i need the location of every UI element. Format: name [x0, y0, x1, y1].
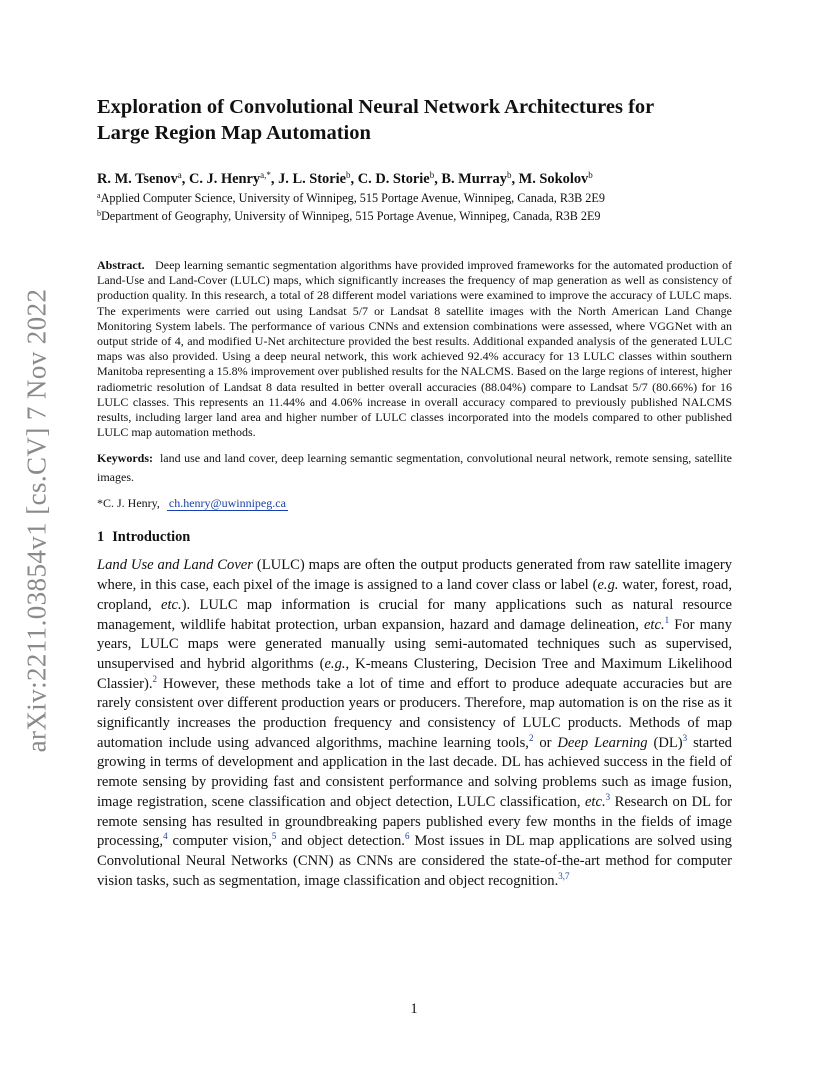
intro-text: (LULC) maps are often the output products generated from raw satellite imagery where, in this case, each pixel of the image is assigned to a land cover class or label (	[97, 557, 732, 594]
paper-page	[97, 94, 732, 891]
citation-link[interactable]: 3,7	[558, 870, 570, 881]
abstract-text: Deep learning semantic segmentation algorithms have provided improved frameworks for the automated production of Land-Use and Land-Cover (LULC) maps, which significantly increases the frequency of map generation as well as consistency of production quality. In this research, a total of 28 different model variations were examined to improve the accuracy of LULC maps. The experiments were carried out using Landsat 5/7 or Landsat 8 satellite images with the North American Land Change Monitoring System labels. The performance of various CNNs and extension combinations were assessed, where VGGNet with an output stride of 4, and modified U-Net architecture provided the best results. Additional expanded analysis of the generated LULC maps was also provided. Using a deep neural network, this work achieved 92.4% accuracy for 13 LULC classes within southern Manitoba representing a 15.8% improvement over published results for the NALCMS. Based on the large regions of interest, higher radiometric resolution of Landsat 8 data resulted in better overall accuracies (88.04%) compare to Landsat 5/7 (80.66%) for 16 LULC classes. This represents an 11.44% and 4.06% increase in overall accuracy compared to previously published NALCMS results, including larger land area and higher number of LULC classes incorporated into the models compared to other published LULC map automation methods.	[97, 258, 733, 440]
intro-text: Research on DL for remote sensing has resulted in groundbreaking papers published every few months in the fields of image processing,	[97, 793, 732, 850]
intro-emphasis: Land Use and Land Cover	[97, 557, 253, 574]
author: M. Sokolov	[518, 171, 589, 187]
author-sup: a	[177, 170, 182, 180]
affiliation-sup: a	[97, 191, 101, 200]
author-sup: a,*	[260, 170, 271, 180]
affiliation-b	[97, 206, 732, 224]
keywords-text: land use and land cover, deep learning semantic segmentation, convolutional neural network, remote sensing, satellite images.	[97, 451, 733, 485]
author-sep: ,	[511, 171, 519, 187]
keywords-label: Keywords:	[97, 451, 153, 466]
arxiv-sidebar	[20, 290, 54, 750]
intro-emphasis: e.g.	[597, 577, 619, 594]
intro-emphasis: e.g.	[324, 655, 346, 672]
author: C. J. Henry	[188, 171, 261, 187]
citation-link[interactable]: 2	[152, 673, 158, 684]
email-link[interactable]: ch.henry@uwinnipeg.ca	[168, 496, 286, 511]
author-sup: b	[588, 170, 593, 180]
section-title: Introduction	[112, 529, 191, 546]
intro-text: water, forest, road, cropland,	[97, 577, 733, 613]
affiliation-a	[97, 188, 732, 206]
affiliation-sup: b	[97, 209, 101, 218]
section-number: 1	[97, 529, 105, 546]
author-sup: b	[429, 170, 435, 180]
introduction-paragraph	[97, 556, 732, 891]
intro-emphasis: Deep Learning	[557, 734, 648, 751]
citation-link[interactable]: 3	[682, 732, 688, 743]
intro-text: However, these methods take a lot of time and effort to produce adequate accuracies but are rarely consistent over different production years or producers. Therefore, map automation is on the rise as it significantly increases the production frequency and consistency of LULC products. Methods of map automation include using advanced algorithms, machine learning tools,	[97, 675, 732, 751]
section-heading	[97, 529, 732, 546]
author-sep: ,	[181, 171, 189, 187]
page-number: 1	[410, 1001, 418, 1017]
intro-text: ). LULC map information is crucial for many applications such as natural resource management, wildlife habitat protection, urban expansion, hazard and damage delineation,	[97, 596, 733, 633]
affiliation-text: Applied Computer Science, University of Winnipeg, 515 Portage Avenue, Winnipeg, Canada, R3B 2E9	[100, 191, 605, 205]
corresponding-label: *C. J. Henry,	[97, 496, 160, 511]
intro-emphasis: etc.	[643, 616, 665, 633]
intro-text: Most issues in DL map applications are solved using Convolutional Neural Networks (CNN) as CNNs are considered the state-of-the-art method for computer vision tasks, such as segmentation, image classification and object recognition.	[97, 833, 732, 889]
abstract-label: Abstract.	[97, 258, 145, 272]
paper-title	[97, 94, 732, 146]
citation-link[interactable]: 6	[404, 831, 410, 842]
citation-link[interactable]: 1	[664, 614, 670, 625]
intro-text: (DL)	[647, 734, 683, 751]
intro-emphasis: etc.	[161, 596, 182, 613]
author-sep: ,	[434, 171, 442, 187]
author-list	[97, 166, 732, 188]
author: J. L. Storie	[278, 171, 347, 187]
citation-link[interactable]: 5	[271, 831, 277, 842]
citation-link[interactable]: 2	[528, 732, 534, 743]
title-line-2: Large Region Map Automation	[97, 122, 371, 144]
title-line-1: Exploration of Convolutional Neural Network Architectures for	[97, 96, 655, 118]
intro-text: For many years, LULC maps were generated manually using semi-automated techniques such as supervised, unsupervised and hybrid algorithms (	[97, 616, 732, 672]
author-sep: ,	[350, 171, 358, 187]
author: C. D. Storie	[357, 171, 430, 187]
intro-text: started growing in terms of development and application in the last decade. DL has achieved success in the field of remote sensing by providing fast and consistent performance and solving problems such as image fusion, image registration, scene classification and object detection, LULC classification,	[97, 734, 732, 810]
intro-text: or	[533, 734, 558, 751]
abstract	[97, 258, 732, 440]
keywords	[97, 449, 732, 487]
intro-text: computer vision,	[167, 833, 272, 850]
author-sup: b	[346, 170, 351, 180]
intro-text: and object detection.	[276, 833, 405, 850]
intro-emphasis: etc.	[584, 793, 606, 810]
author: R. M. Tsenov	[97, 171, 178, 187]
citation-link[interactable]: 4	[163, 831, 168, 842]
citation-link[interactable]: 3	[605, 791, 611, 802]
affiliation-text: Department of Geography, University of Winnipeg, 515 Portage Avenue, Winnipeg, Canada, R3B 2E9	[101, 209, 601, 223]
author: B. Murray	[441, 171, 507, 187]
corresponding-author	[97, 496, 732, 511]
intro-text: , K-means Clustering, Decision Tree and Maximum Likelihood Classier).	[97, 655, 732, 692]
author-sup: b	[506, 170, 512, 180]
arxiv-identifier: arXiv:2211.03854v1 [cs.CV] 7 Nov 2022	[21, 288, 52, 752]
author-sep: ,	[270, 171, 279, 187]
